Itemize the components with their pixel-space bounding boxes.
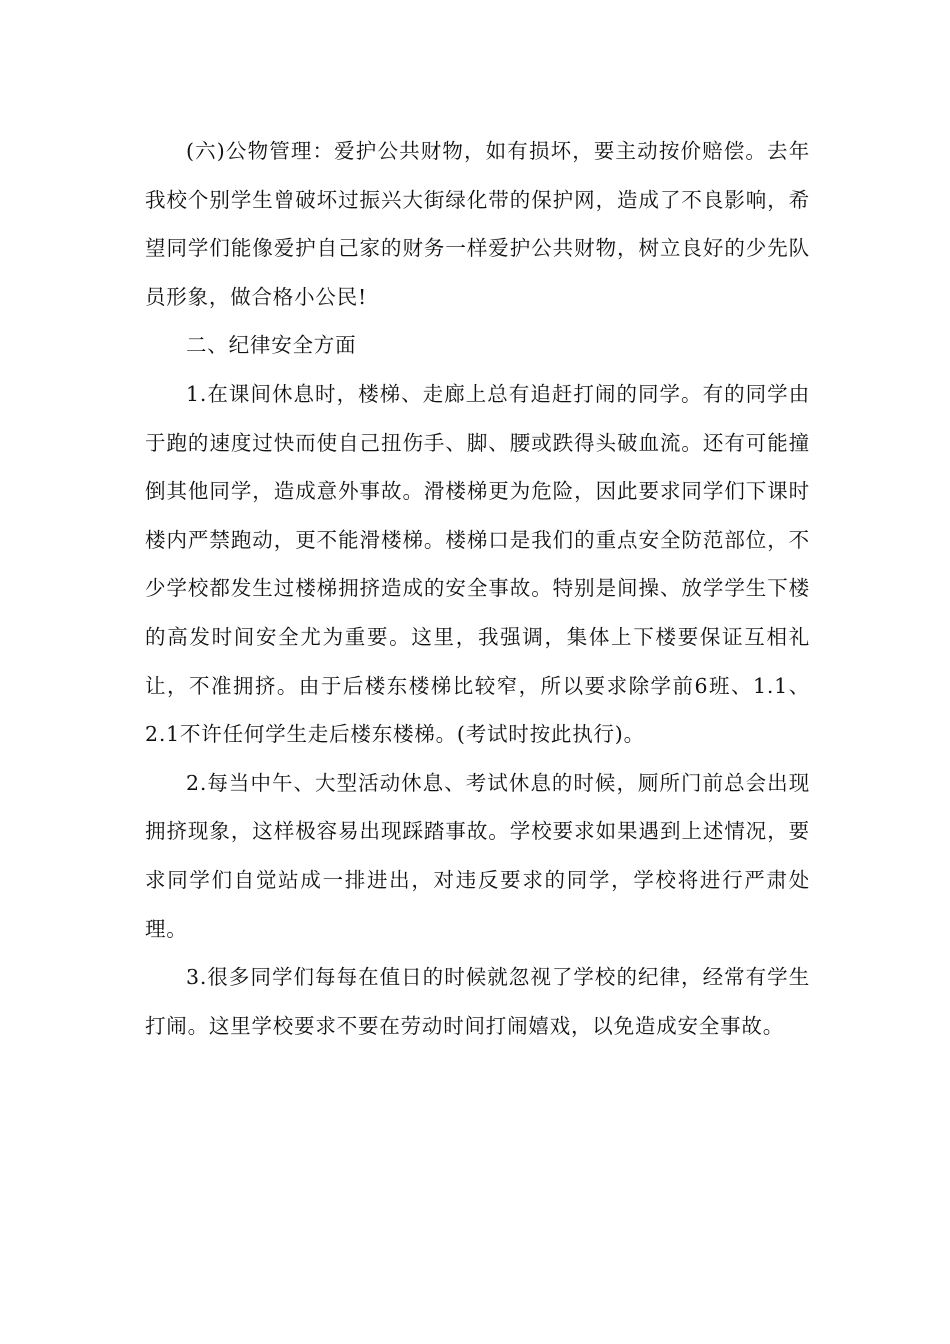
paragraph-public-property: (六)公物管理：爱护公共财物，如有损坏，要主动按价赔偿。去年我校个别学生曾破坏过振兴大街绿化带的保护网，造成了不良影响，希望同学们能像爱护自己家的财务一样爱护公共财物，树立良好的少先队员形象，做合格小公民!	[145, 139, 810, 309]
section-heading-discipline-safety: 二、纪律安全方面	[186, 333, 357, 358]
paragraph-rule-2-restroom: 2.每当中午、大型活动休息、考试休息的时候，厕所门前总会出现拥挤现象，这样极容易出现踩踏事故。学校要求如果遇到上述情况，要求同学们自觉站成一排进出，对违反要求的同学，学校将进行严肃处理。	[145, 770, 810, 941]
paragraph-rule-3-duty: 3.很多同学们每每在值日的时候就忽视了学校的纪律，经常有学生打闹。这里学校要求不要在劳动时间打闹嬉戏，以免造成安全事故。	[145, 965, 810, 1038]
document-body	[145, 127, 810, 1050]
paragraph-rule-1-stairs: 1.在课间休息时，楼梯、走廊上总有追赶打闹的同学。有的同学由于跑的速度过快而使自己扭伤手、脚、腰或跌得头破血流。还有可能撞倒其他同学，造成意外事故。滑楼梯更为危险，因此要求同学们下课时楼内严禁跑动，更不能滑楼梯。楼梯口是我们的重点安全防范部位，不少学校都发生过楼梯拥挤造成的安全事故。特别是间操、放学学生下楼的高发时间安全尤为重要。这里，我强调，集体上下楼要保证互相礼让，不准拥挤。由于后楼东楼梯比较窄，所以要求除学前6班、1.1、2.1不许任何学生走后楼东楼梯。(考试时按此执行)。	[145, 381, 810, 747]
